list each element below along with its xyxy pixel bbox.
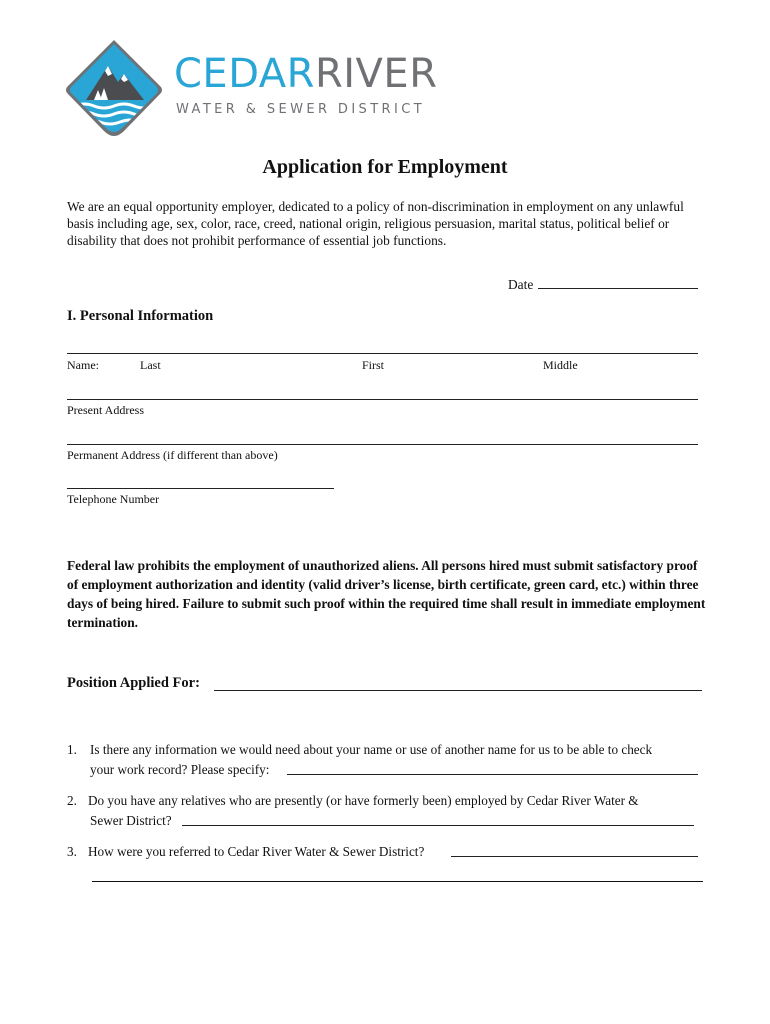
question-3-answer-field-line2[interactable] [92, 881, 703, 882]
question-1-text: Is there any information we would need about your name or use of another name for us to be able to check [90, 742, 653, 757]
present-address-label: Present Address [67, 403, 144, 417]
permanent-address-label: Permanent Address (if different than above) [67, 448, 278, 462]
federal-law-notice: Federal law prohibits the employment of unauthorized aliens. All persons hired must submit satisfactory proof of employment authorization and identity (valid driver’s license, birth certificate, green card, etc.) within three days of being hired. Failure to submit such proof within the required time shall result in immediate employment termination. [67, 558, 706, 630]
position-applied-field[interactable] [214, 690, 702, 691]
question-1-answer-field[interactable] [287, 774, 698, 775]
question-2-text-line2: Sewer District? [90, 813, 172, 828]
name-label: Name: [67, 358, 99, 372]
question-1-text-line2: your work record? Please specify: [90, 762, 270, 777]
first-name-label: First [362, 358, 385, 372]
date-label: Date [508, 277, 534, 292]
question-3-answer-field[interactable] [451, 856, 698, 857]
middle-name-label: Middle [543, 358, 578, 372]
telephone-label: Telephone Number [67, 492, 160, 506]
question-1-number: 1. [67, 742, 77, 757]
telephone-field[interactable] [67, 488, 334, 489]
last-name-label: Last [140, 358, 161, 372]
intro-paragraph: We are an equal opportunity employer, dedicated to a policy of non-discrimination in employment on any unlawful basis including age, sex, color, race, creed, national origin, religious persuasion, marital status, political belief or disability that does not prohibit performance of essential job functions. [67, 199, 684, 248]
position-applied-label: Position Applied For: [67, 675, 200, 691]
brand-subtitle: WATER & SEWER DISTRICT [176, 102, 426, 117]
question-2-text: Do you have any relatives who are presently (or have formerly been) employed by Cedar River Water & [88, 793, 639, 808]
brand-name-river: RIVER [314, 51, 438, 97]
name-field[interactable] [67, 353, 698, 354]
question-3-text: How were you referred to Cedar River Water & Sewer District? [88, 844, 425, 859]
permanent-address-field[interactable] [67, 444, 698, 445]
question-2-answer-field[interactable] [182, 825, 694, 826]
brand-name [174, 51, 438, 97]
page-title: Application for Employment [262, 156, 508, 178]
present-address-field[interactable] [67, 399, 698, 400]
question-2-number: 2. [67, 793, 77, 808]
cedar-river-logo-icon [64, 38, 164, 138]
question-3-number: 3. [67, 844, 77, 859]
brand-name-cedar: CEDAR [174, 51, 315, 97]
date-field[interactable] [538, 288, 698, 289]
section-heading-personal-info: I. Personal Information [67, 308, 214, 324]
